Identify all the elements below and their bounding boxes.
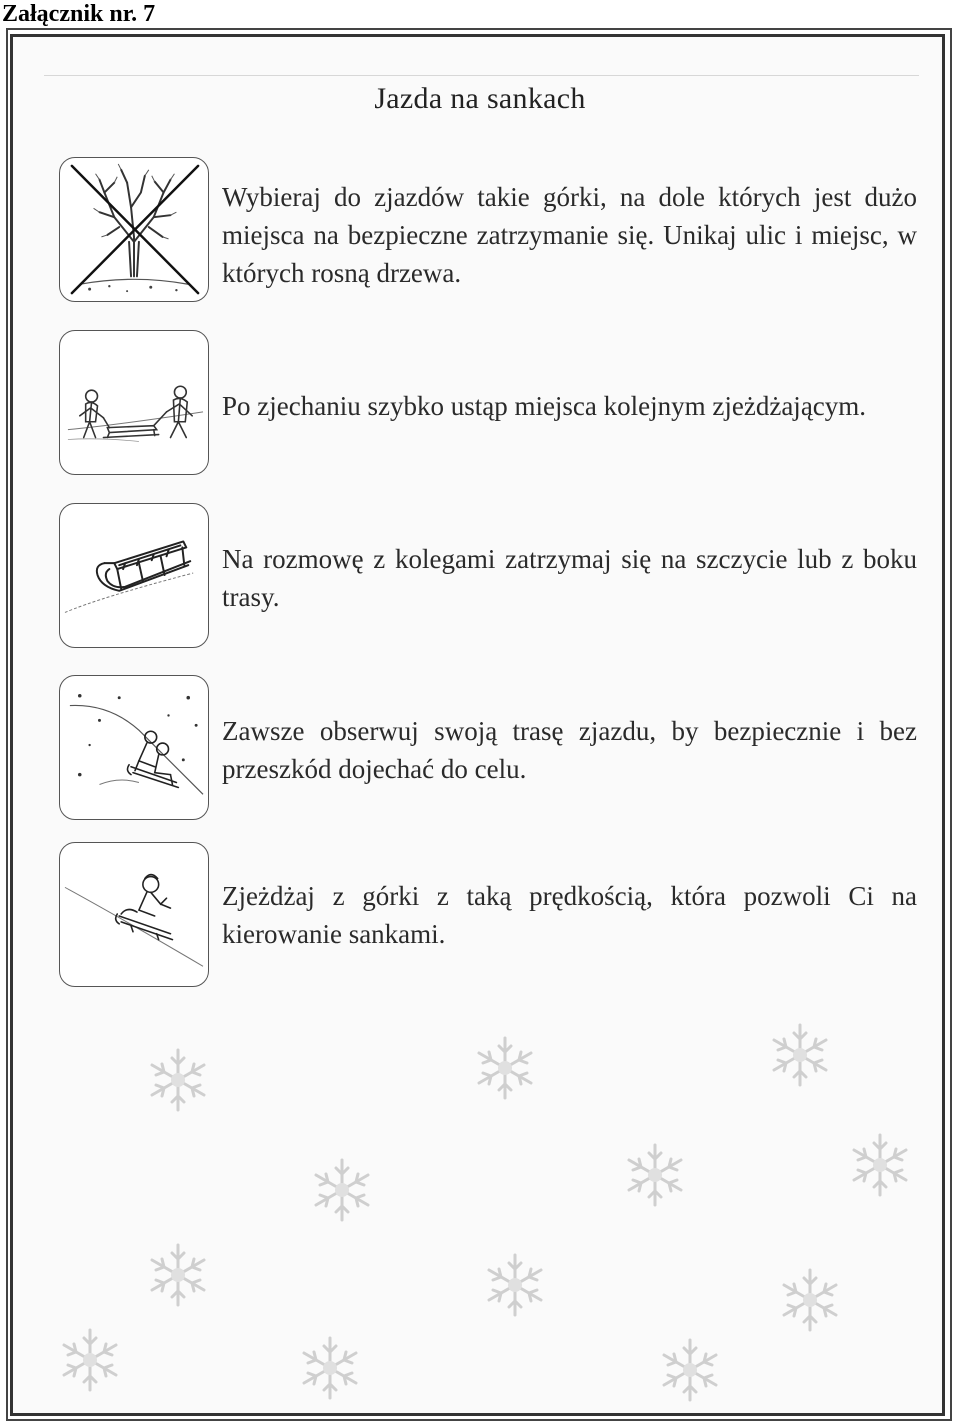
- rule-4-text: Zawsze obserwuj swoją trasę zjazdu, by bezpiecznie i bez przeszkód dojechać do celu.: [222, 716, 917, 784]
- rule-5-text: Zjeżdżaj z górki z taką prędkością, która pozwoli Ci na kierowanie sankami.: [222, 881, 917, 949]
- crossed-tree-icon: [60, 158, 208, 301]
- rule-2-illustration: [59, 330, 209, 475]
- children-sledding-downhill-icon: [60, 676, 208, 819]
- rule-1-text: Wybieraj do zjazdów takie górki, na dole których jest dużo miejsca na bezpieczne zatrzymanie się. Unikaj ulic i miejsc, w których rosną drzewa.: [222, 182, 917, 288]
- children-pulling-sled-icon: [60, 331, 208, 474]
- rule-4-illustration: [59, 675, 209, 820]
- rule-5-illustration: [59, 842, 209, 987]
- rule-1-illustration: [59, 157, 209, 302]
- annex-label: Załącznik nr. 7: [2, 1, 156, 27]
- rule-2-text: Po zjechaniu szybko ustąp miejsca kolejnym zjeżdżającym.: [222, 391, 867, 421]
- page-title: Jazda na sankach: [374, 82, 586, 115]
- child-on-sled-icon: [60, 843, 208, 986]
- sled-icon: [60, 504, 208, 647]
- rule-3-illustration: [59, 503, 209, 648]
- top-divider: [44, 75, 919, 76]
- rule-3-text: Na rozmowę z kolegami zatrzymaj się na szczycie lub z boku trasy.: [222, 544, 917, 612]
